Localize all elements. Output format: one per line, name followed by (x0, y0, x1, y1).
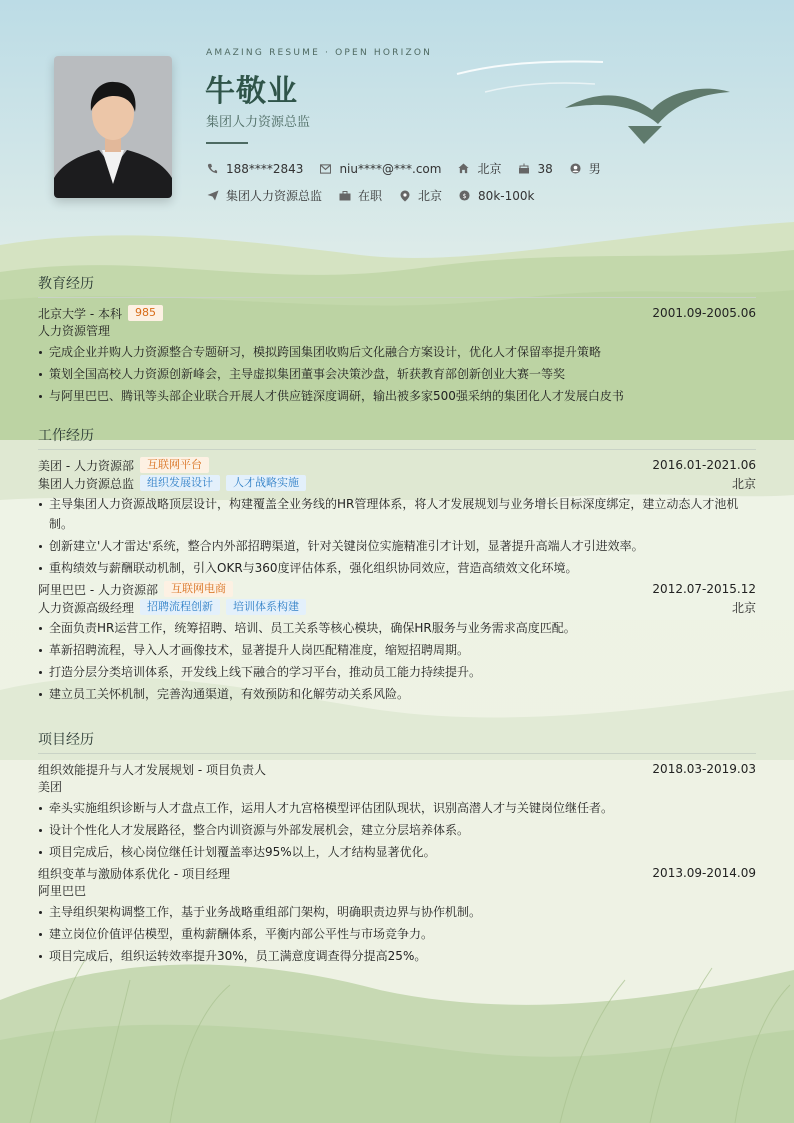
education-item (38, 304, 756, 406)
major: 人力资源管理 (38, 324, 111, 338)
skill-tag: 人才战略实施 (226, 475, 306, 491)
project-item (38, 760, 756, 862)
section-title: 工作经历 (38, 425, 756, 450)
contact-row-1 (206, 160, 617, 177)
mail-icon (319, 162, 332, 175)
project-period: 2018.03-2019.03 (652, 762, 756, 776)
work-item (38, 580, 756, 704)
contact-email: niu****@***.com (319, 162, 441, 176)
position: 集团人力资源总监 (38, 476, 135, 491)
education-section (38, 273, 756, 408)
bullet: 设计个性化人才发展路径，整合内训资源与外部发展机会，建立分层培养体系。 (38, 820, 756, 840)
project-item (38, 864, 756, 966)
candidate-name: 牛敬业 (205, 74, 298, 109)
bullet: 策划全国高校人力资源创新峰会，主导虚拟集团董事会决策沙盘，斩获教育部创新创业大赛一等奖 (38, 364, 756, 384)
work-period: 2012.07-2015.12 (652, 582, 756, 596)
briefcase-icon (338, 189, 351, 202)
location-pin-icon (398, 189, 411, 202)
bullet: 主导集团人力资源战略顶层设计，构建覆盖全业务线的HR管理体系，将人才发展规划与业务增长目标深度绑定，建立动态人才池机制。 (38, 494, 756, 534)
candidate-title: 集团人力资源总监 (206, 115, 311, 130)
cake-icon (517, 162, 530, 175)
industry-tag: 互联网电商 (164, 581, 233, 597)
bullet: 建立岗位价值评估模型，重构薪酬体系，平衡内部公平性与市场竞争力。 (38, 924, 756, 944)
bullet: 创新建立'人才雷达'系统，整合内外部招聘渠道，针对关键岗位实施精准引才计划，显著提升高端人才引进效率。 (38, 536, 756, 556)
tagline: AMAZING RESUME · OPEN HORIZON (206, 48, 433, 58)
projects-section (38, 729, 756, 968)
bullet: 全面负责HR运营工作，统筹招聘、培训、员工关系等核心模块，确保HR服务与业务需求高度匹配。 (38, 618, 756, 638)
target-city: 北京 (398, 187, 442, 204)
target-position: 集团人力资源总监 (206, 187, 322, 204)
skill-tag: 组织发展设计 (140, 475, 220, 491)
school-name: 北京大学 - 本科 (38, 306, 122, 321)
bullet: 牵头实施组织诊断与人才盘点工作，运用人才九宫格模型评估团队现状，识别高潜人才与关键岗位继任者。 (38, 798, 756, 818)
expected-salary: $ 80k-100k (458, 189, 534, 203)
contact-row-2 (206, 187, 550, 204)
gender-icon (569, 162, 582, 175)
money-icon (458, 189, 471, 202)
work-section (38, 425, 756, 706)
bullet: 建立员工关怀机制，完善沟通渠道，有效预防和化解劳动关系风险。 (38, 684, 756, 704)
svg-text:$: $ (462, 191, 467, 200)
education-bullets (38, 342, 756, 406)
project-bullets (38, 798, 756, 862)
bullet: 主导组织架构调整工作，基于业务战略重组部门架构，明确职责边界与协作机制。 (38, 902, 756, 922)
title-underline (206, 142, 248, 144)
industry-tag: 互联网平台 (140, 457, 209, 473)
profile-photo (54, 56, 172, 198)
education-period: 2001.09-2005.06 (652, 306, 756, 320)
job-status: 在职 (338, 187, 382, 204)
company-name: 阿里巴巴 - 人力资源部 (38, 582, 158, 597)
project-name: 组织效能提升与人才发展规划 - 项目负责人 (38, 762, 266, 777)
bird-icon (560, 80, 735, 150)
bullet: 完成企业并购人力资源整合专题研习，模拟跨国集团收购后文化融合方案设计，优化人才保留率提升策略 (38, 342, 756, 362)
phone-icon (206, 162, 219, 175)
work-city: 北京 (731, 600, 756, 615)
work-period: 2016.01-2021.06 (652, 458, 756, 472)
contact-location: 北京 (457, 160, 501, 177)
position: 人力资源高级经理 (38, 600, 135, 615)
school-tag: 985 (128, 305, 163, 321)
bullet: 革新招聘流程，导入人才画像技术，显著提升人岗匹配精准度，缩短招聘周期。 (38, 640, 756, 660)
send-icon (206, 189, 219, 202)
company-name: 美团 - 人力资源部 (38, 458, 134, 473)
project-bullets (38, 902, 756, 966)
project-company: 美团 (38, 780, 63, 794)
bullet: 项目完成后，核心岗位继任计划覆盖率达95%以上，人才结构显著优化。 (38, 842, 756, 862)
project-name: 组织变革与激励体系优化 - 项目经理 (38, 866, 230, 881)
work-city: 北京 (731, 476, 756, 491)
contact-gender: 男 (569, 160, 601, 177)
work-bullets (38, 494, 756, 578)
contact-age: 38 (517, 162, 552, 176)
skill-tag: 招聘流程创新 (140, 599, 220, 615)
home-icon (457, 162, 470, 175)
bullet: 项目完成后，组织运转效率提升30%，员工满意度调查得分提高25%。 (38, 946, 756, 966)
bullet: 重构绩效与薪酬联动机制，引入OKR与360度评估体系，强化组织协同效应，营造高绩效文化环境。 (38, 558, 756, 578)
work-bullets (38, 618, 756, 704)
bullet: 与阿里巴巴、腾讯等头部企业联合开展人才供应链深度调研，输出被多家500强采纳的集团化人才发展白皮书 (38, 386, 756, 406)
contact-phone: 188****2843 (206, 162, 303, 176)
project-company: 阿里巴巴 (38, 884, 87, 898)
section-title: 教育经历 (38, 273, 756, 298)
bullet: 打造分层分类培训体系，开发线上线下融合的学习平台，推动员工能力持续提升。 (38, 662, 756, 682)
work-item (38, 456, 756, 578)
skill-tag: 培训体系构建 (226, 599, 306, 615)
section-title: 项目经历 (38, 729, 756, 754)
project-period: 2013.09-2014.09 (652, 866, 756, 880)
